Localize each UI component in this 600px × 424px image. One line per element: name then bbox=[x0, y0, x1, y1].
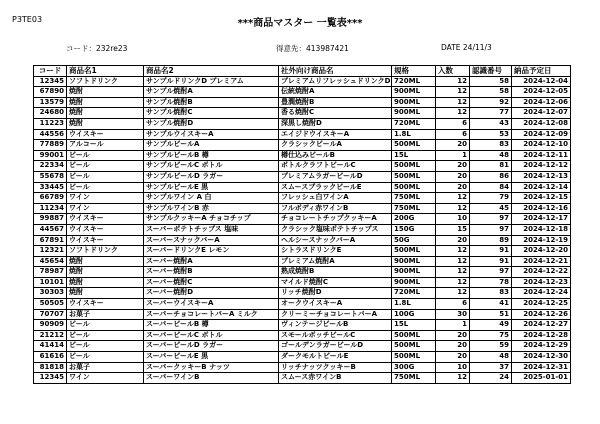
cell-delivery-date: 2024-12-17 bbox=[512, 214, 571, 225]
cell-external-name: エイジドウイスキーA bbox=[279, 129, 392, 140]
cell-name2: サンプルビールD ラガー bbox=[144, 171, 279, 182]
cell-external-name: 樽仕込みビールB bbox=[279, 150, 392, 161]
cell-name2: スーパービールC ボトル bbox=[144, 330, 279, 341]
cell-delivery-date: 2024-12-19 bbox=[512, 235, 571, 246]
cell-name1: ビール bbox=[67, 182, 144, 193]
table-row bbox=[34, 108, 571, 119]
cell-id-number: 48 bbox=[470, 150, 512, 161]
column-header-external-name: 社外向け商品名 bbox=[279, 66, 392, 77]
table-row bbox=[34, 97, 571, 108]
cell-spec: 500ML bbox=[392, 246, 436, 257]
cell-quantity: 12 bbox=[436, 373, 470, 384]
cell-quantity: 10 bbox=[436, 214, 470, 225]
cell-external-name: ゴールデンラガービールD bbox=[279, 341, 392, 352]
cell-quantity: 12 bbox=[436, 267, 470, 278]
cell-name1: ワイン bbox=[67, 193, 144, 204]
cell-name1: ウイスキー bbox=[67, 299, 144, 310]
table-body bbox=[34, 76, 571, 383]
cell-name1: ウイスキー bbox=[67, 224, 144, 235]
cell-name1: 焼酎 bbox=[67, 267, 144, 278]
cell-id-number: 97 bbox=[470, 214, 512, 225]
table-row bbox=[34, 182, 571, 193]
cell-name1: 焼酎 bbox=[67, 87, 144, 98]
cell-spec: 900ML bbox=[392, 267, 436, 278]
cell-quantity: 12 bbox=[436, 256, 470, 267]
cell-name2: サンプルビールC ボトル bbox=[144, 161, 279, 172]
table-row bbox=[34, 277, 571, 288]
cell-code: 33445 bbox=[34, 182, 67, 193]
cell-id-number: 89 bbox=[470, 235, 512, 246]
table-row bbox=[34, 352, 571, 363]
cell-quantity: 12 bbox=[436, 246, 470, 257]
cell-quantity: 20 bbox=[436, 182, 470, 193]
cell-quantity: 20 bbox=[436, 161, 470, 172]
cell-id-number: 97 bbox=[470, 267, 512, 278]
cell-external-name: クラシック塩味ポテトチップス bbox=[279, 224, 392, 235]
cell-name2: サンプルウイスキーA bbox=[144, 129, 279, 140]
cell-external-name: スムースブラックビールE bbox=[279, 182, 392, 193]
cell-id-number: 92 bbox=[470, 97, 512, 108]
cell-name2: スーパーポテトチップス 塩味 bbox=[144, 224, 279, 235]
cell-quantity: 12 bbox=[436, 87, 470, 98]
cell-code: 22334 bbox=[34, 161, 67, 172]
cell-quantity: 12 bbox=[436, 76, 470, 87]
column-header-quantity: 入数 bbox=[436, 66, 470, 77]
cell-code: 81818 bbox=[34, 362, 67, 373]
cell-id-number: 91 bbox=[470, 246, 512, 257]
cell-quantity: 30 bbox=[436, 309, 470, 320]
table-row bbox=[34, 193, 571, 204]
cell-name1: ウイスキー bbox=[67, 129, 144, 140]
cell-delivery-date: 2024-12-18 bbox=[512, 224, 571, 235]
cell-code: 90909 bbox=[34, 320, 67, 331]
cell-name1: ビール bbox=[67, 320, 144, 331]
table-row bbox=[34, 161, 571, 172]
cell-quantity: 10 bbox=[436, 362, 470, 373]
cell-name2: スーパー焼酎B bbox=[144, 267, 279, 278]
cell-quantity: 20 bbox=[436, 171, 470, 182]
cell-quantity: 15 bbox=[436, 224, 470, 235]
cell-name1: 焼酎 bbox=[67, 256, 144, 267]
cell-name1: お菓子 bbox=[67, 309, 144, 320]
cell-spec: 500ML bbox=[392, 182, 436, 193]
cell-name1: ビール bbox=[67, 341, 144, 352]
cell-spec: 720ML bbox=[392, 76, 436, 87]
cell-id-number: 58 bbox=[470, 87, 512, 98]
cell-delivery-date: 2024-12-09 bbox=[512, 129, 571, 140]
cell-name2: サンプルドリンクD プレミアム bbox=[144, 76, 279, 87]
cell-id-number: 45 bbox=[470, 203, 512, 214]
cell-spec: 900ML bbox=[392, 108, 436, 119]
cell-name2: サンプル焼酎D bbox=[144, 118, 279, 129]
cell-delivery-date: 2024-12-11 bbox=[512, 150, 571, 161]
cell-external-name: 伝統焼酎A bbox=[279, 87, 392, 98]
cell-external-name: チョコレートチップクッキーA bbox=[279, 214, 392, 225]
cell-name2: スーパー焼酎A bbox=[144, 256, 279, 267]
client-label: 得意先：413987421 bbox=[276, 44, 349, 53]
cell-name2: サンプルビールA bbox=[144, 140, 279, 151]
cell-name2: サンプルクッキーA チョコチップ bbox=[144, 214, 279, 225]
column-header-code: コード bbox=[34, 66, 67, 77]
cell-code: 13579 bbox=[34, 97, 67, 108]
cell-external-name: オークウイスキーA bbox=[279, 299, 392, 310]
cell-name2: スーパーチョコレートバーA ミルク bbox=[144, 309, 279, 320]
cell-spec: 900ML bbox=[392, 256, 436, 267]
table-row bbox=[34, 150, 571, 161]
table-row bbox=[34, 140, 571, 151]
cell-delivery-date: 2024-12-13 bbox=[512, 171, 571, 182]
cell-id-number: 86 bbox=[470, 171, 512, 182]
cell-quantity: 6 bbox=[436, 129, 470, 140]
cell-spec: 750ML bbox=[392, 373, 436, 384]
cell-external-name: プレミアムラガービールD bbox=[279, 171, 392, 182]
cell-quantity: 20 bbox=[436, 235, 470, 246]
cell-name1: ビール bbox=[67, 150, 144, 161]
cell-external-name: プレミアムリフレッシュドリンクD bbox=[279, 76, 392, 87]
cell-delivery-date: 2025-01-01 bbox=[512, 373, 571, 384]
cell-external-name: フルボディ赤ワインB bbox=[279, 203, 392, 214]
cell-name1: ビール bbox=[67, 161, 144, 172]
cell-code: 21212 bbox=[34, 330, 67, 341]
cell-code: 44556 bbox=[34, 129, 67, 140]
cell-name2: スーパービールB 樽 bbox=[144, 320, 279, 331]
table-row bbox=[34, 330, 571, 341]
cell-name2: スーパードリンクE レモン bbox=[144, 246, 279, 257]
cell-delivery-date: 2024-12-05 bbox=[512, 87, 571, 98]
cell-quantity: 20 bbox=[436, 352, 470, 363]
cell-name1: 焼酎 bbox=[67, 108, 144, 119]
cell-code: 12321 bbox=[34, 246, 67, 257]
cell-delivery-date: 2024-12-06 bbox=[512, 97, 571, 108]
page-title: ***商品マスター 一覧表*** bbox=[237, 18, 363, 29]
cell-spec: 150G bbox=[392, 224, 436, 235]
cell-delivery-date: 2024-12-12 bbox=[512, 161, 571, 172]
cell-id-number: 49 bbox=[470, 320, 512, 331]
cell-delivery-date: 2024-12-28 bbox=[512, 330, 571, 341]
cell-quantity: 12 bbox=[436, 288, 470, 299]
cell-name1: 焼酎 bbox=[67, 277, 144, 288]
cell-delivery-date: 2024-12-15 bbox=[512, 193, 571, 204]
cell-quantity: 20 bbox=[436, 330, 470, 341]
cell-external-name: クラシックビールA bbox=[279, 140, 392, 151]
cell-id-number: 59 bbox=[470, 341, 512, 352]
cell-name1: ソフトドリンク bbox=[67, 76, 144, 87]
cell-code: 67891 bbox=[34, 235, 67, 246]
cell-code: 12345 bbox=[34, 373, 67, 384]
cell-spec: 15L bbox=[392, 320, 436, 331]
cell-spec: 900ML bbox=[392, 277, 436, 288]
cell-quantity: 12 bbox=[436, 203, 470, 214]
cell-code: 24680 bbox=[34, 108, 67, 119]
table-row bbox=[34, 256, 571, 267]
cell-name2: サンプル焼酎A bbox=[144, 87, 279, 98]
table-row bbox=[34, 214, 571, 225]
table-row bbox=[34, 203, 571, 214]
cell-delivery-date: 2024-12-21 bbox=[512, 256, 571, 267]
cell-code: 77889 bbox=[34, 140, 67, 151]
table-row bbox=[34, 87, 571, 98]
cell-code: 10101 bbox=[34, 277, 67, 288]
column-header-name1: 商品名1 bbox=[67, 66, 144, 77]
cell-name1: ワイン bbox=[67, 203, 144, 214]
product-master-table bbox=[33, 65, 571, 384]
cell-external-name: フレッシュ白ワインA bbox=[279, 193, 392, 204]
table-row bbox=[34, 129, 571, 140]
cell-id-number: 41 bbox=[470, 299, 512, 310]
cell-quantity: 12 bbox=[436, 277, 470, 288]
table-row bbox=[34, 373, 571, 384]
cell-delivery-date: 2024-12-31 bbox=[512, 362, 571, 373]
cell-delivery-date: 2024-12-30 bbox=[512, 352, 571, 363]
cell-spec: 720ML bbox=[392, 288, 436, 299]
table-header-row bbox=[34, 66, 571, 77]
cell-delivery-date: 2024-12-20 bbox=[512, 246, 571, 257]
cell-name2: スーパーウイスキーA bbox=[144, 299, 279, 310]
cell-spec: 750ML bbox=[392, 203, 436, 214]
cell-delivery-date: 2024-12-24 bbox=[512, 288, 571, 299]
cell-external-name: ボトルクラフトビールC bbox=[279, 161, 392, 172]
cell-name1: ワイン bbox=[67, 373, 144, 384]
cell-external-name: ヴィンテージビールB bbox=[279, 320, 392, 331]
cell-code: 99001 bbox=[34, 150, 67, 161]
cell-external-name: マイルド焼酎C bbox=[279, 277, 392, 288]
cell-name1: 焼酎 bbox=[67, 97, 144, 108]
table-row bbox=[34, 235, 571, 246]
cell-name1: アルコール bbox=[67, 140, 144, 151]
cell-code: 44567 bbox=[34, 224, 67, 235]
cell-name2: サンプル焼酎B bbox=[144, 97, 279, 108]
cell-delivery-date: 2024-12-23 bbox=[512, 277, 571, 288]
cell-quantity: 1 bbox=[436, 320, 470, 331]
cell-id-number: 48 bbox=[470, 352, 512, 363]
cell-delivery-date: 2024-12-22 bbox=[512, 267, 571, 278]
cell-code: 78987 bbox=[34, 267, 67, 278]
code-label: コード：232re23 bbox=[66, 44, 128, 53]
cell-quantity: 12 bbox=[436, 193, 470, 204]
cell-code: 11223 bbox=[34, 118, 67, 129]
cell-spec: 500ML bbox=[392, 171, 436, 182]
cell-external-name: リッチナッツクッキーB bbox=[279, 362, 392, 373]
table-row bbox=[34, 341, 571, 352]
cell-id-number: 81 bbox=[470, 161, 512, 172]
cell-spec: 750ML bbox=[392, 193, 436, 204]
cell-external-name: スモールボッチビールC bbox=[279, 330, 392, 341]
cell-delivery-date: 2024-12-10 bbox=[512, 140, 571, 151]
cell-spec: 50G bbox=[392, 235, 436, 246]
cell-external-name: 深黒し焼酎D bbox=[279, 118, 392, 129]
cell-code: 61616 bbox=[34, 352, 67, 363]
cell-quantity: 12 bbox=[436, 108, 470, 119]
cell-spec: 1.8L bbox=[392, 299, 436, 310]
cell-id-number: 75 bbox=[470, 330, 512, 341]
cell-delivery-date: 2024-12-26 bbox=[512, 309, 571, 320]
cell-id-number: 91 bbox=[470, 256, 512, 267]
cell-id-number: 24 bbox=[470, 373, 512, 384]
column-header-spec: 規格 bbox=[392, 66, 436, 77]
cell-quantity: 6 bbox=[436, 118, 470, 129]
cell-name1: ビール bbox=[67, 352, 144, 363]
cell-delivery-date: 2024-12-16 bbox=[512, 203, 571, 214]
cell-quantity: 20 bbox=[436, 341, 470, 352]
cell-external-name: プレミアム焼酎A bbox=[279, 256, 392, 267]
cell-name1: ウイスキー bbox=[67, 235, 144, 246]
cell-name1: お菓子 bbox=[67, 362, 144, 373]
cell-spec: 900ML bbox=[392, 97, 436, 108]
cell-spec: 500ML bbox=[392, 330, 436, 341]
table-row bbox=[34, 288, 571, 299]
cell-spec: 1.8L bbox=[392, 129, 436, 140]
cell-spec: 500ML bbox=[392, 140, 436, 151]
cell-spec: 900ML bbox=[392, 87, 436, 98]
cell-id-number: 58 bbox=[470, 76, 512, 87]
column-header-name2: 商品名2 bbox=[144, 66, 279, 77]
report-date: DATE 24/11/3 bbox=[441, 43, 492, 52]
cell-code: 66789 bbox=[34, 193, 67, 204]
cell-quantity: 1 bbox=[436, 150, 470, 161]
table-row bbox=[34, 118, 571, 129]
cell-id-number: 78 bbox=[470, 277, 512, 288]
cell-spec: 500ML bbox=[392, 352, 436, 363]
cell-name1: ソフトドリンク bbox=[67, 246, 144, 257]
column-header-id-number: 認識番号 bbox=[470, 66, 512, 77]
cell-external-name: シトラスドリンクE bbox=[279, 246, 392, 257]
cell-code: 30303 bbox=[34, 288, 67, 299]
cell-name2: サンプルワイン A 白 bbox=[144, 193, 279, 204]
cell-quantity: 20 bbox=[436, 140, 470, 151]
cell-spec: 15L bbox=[392, 150, 436, 161]
cell-name1: ビール bbox=[67, 171, 144, 182]
cell-id-number: 83 bbox=[470, 140, 512, 151]
table-row bbox=[34, 224, 571, 235]
cell-delivery-date: 2024-12-14 bbox=[512, 182, 571, 193]
cell-spec: 500ML bbox=[392, 161, 436, 172]
cell-code: 11234 bbox=[34, 203, 67, 214]
cell-name2: スーパークッキーB ナッツ bbox=[144, 362, 279, 373]
cell-delivery-date: 2024-12-25 bbox=[512, 299, 571, 310]
cell-name1: 焼酎 bbox=[67, 288, 144, 299]
cell-id-number: 97 bbox=[470, 224, 512, 235]
cell-name1: ウイスキー bbox=[67, 214, 144, 225]
cell-spec: 500ML bbox=[392, 341, 436, 352]
cell-code: 55678 bbox=[34, 171, 67, 182]
cell-external-name: 香る焼酎C bbox=[279, 108, 392, 119]
cell-name2: サンプルビールB 樽 bbox=[144, 150, 279, 161]
cell-external-name: 豊潤焼酎B bbox=[279, 97, 392, 108]
cell-quantity: 12 bbox=[436, 97, 470, 108]
table-row bbox=[34, 320, 571, 331]
cell-code: 70707 bbox=[34, 309, 67, 320]
cell-external-name: リッチ焼酎D bbox=[279, 288, 392, 299]
cell-id-number: 79 bbox=[470, 193, 512, 204]
cell-id-number: 43 bbox=[470, 118, 512, 129]
cell-code: 50505 bbox=[34, 299, 67, 310]
cell-name2: スーパースナックバーA bbox=[144, 235, 279, 246]
column-header-delivery-date: 納品予定日 bbox=[512, 66, 571, 77]
cell-external-name: スムース赤ワインB bbox=[279, 373, 392, 384]
cell-spec: 100G bbox=[392, 309, 436, 320]
cell-name2: サンプルワインB 赤 bbox=[144, 203, 279, 214]
cell-id-number: 83 bbox=[470, 288, 512, 299]
table-row bbox=[34, 267, 571, 278]
cell-code: 45654 bbox=[34, 256, 67, 267]
cell-delivery-date: 2024-12-08 bbox=[512, 118, 571, 129]
cell-code: 67890 bbox=[34, 87, 67, 98]
cell-id-number: 51 bbox=[470, 309, 512, 320]
cell-external-name: ヘルシースナックバーA bbox=[279, 235, 392, 246]
cell-code: 99887 bbox=[34, 214, 67, 225]
cell-name2: サンプルビールE 黒 bbox=[144, 182, 279, 193]
cell-name2: スーパー焼酎D bbox=[144, 288, 279, 299]
cell-external-name: クリーミーチョコレートバーA bbox=[279, 309, 392, 320]
cell-delivery-date: 2024-12-29 bbox=[512, 341, 571, 352]
cell-spec: 300G bbox=[392, 362, 436, 373]
table-row bbox=[34, 299, 571, 310]
cell-code: 41414 bbox=[34, 341, 67, 352]
table-row bbox=[34, 76, 571, 87]
cell-external-name: 熟成焼酎B bbox=[279, 267, 392, 278]
table-row bbox=[34, 309, 571, 320]
cell-spec: 720ML bbox=[392, 118, 436, 129]
cell-name2: スーパーワインB bbox=[144, 373, 279, 384]
cell-external-name: ダークモルトビールE bbox=[279, 352, 392, 363]
cell-code: 12345 bbox=[34, 76, 67, 87]
cell-name2: スーパービールE 黒 bbox=[144, 352, 279, 363]
cell-delivery-date: 2024-12-04 bbox=[512, 76, 571, 87]
cell-delivery-date: 2024-12-07 bbox=[512, 108, 571, 119]
cell-name1: ビール bbox=[67, 330, 144, 341]
cell-name2: スーパー焼酎C bbox=[144, 277, 279, 288]
cell-delivery-date: 2024-12-27 bbox=[512, 320, 571, 331]
cell-name2: サンプル焼酎C bbox=[144, 108, 279, 119]
cell-id-number: 37 bbox=[470, 362, 512, 373]
cell-name2: スーパービールD ラガー bbox=[144, 341, 279, 352]
report-id: P3TE03 bbox=[12, 15, 43, 24]
table-row bbox=[34, 246, 571, 257]
table-row bbox=[34, 362, 571, 373]
cell-id-number: 53 bbox=[470, 129, 512, 140]
cell-id-number: 84 bbox=[470, 182, 512, 193]
cell-spec: 200G bbox=[392, 214, 436, 225]
table-row bbox=[34, 171, 571, 182]
cell-id-number: 77 bbox=[470, 108, 512, 119]
cell-quantity: 6 bbox=[436, 299, 470, 310]
cell-name1: 焼酎 bbox=[67, 118, 144, 129]
